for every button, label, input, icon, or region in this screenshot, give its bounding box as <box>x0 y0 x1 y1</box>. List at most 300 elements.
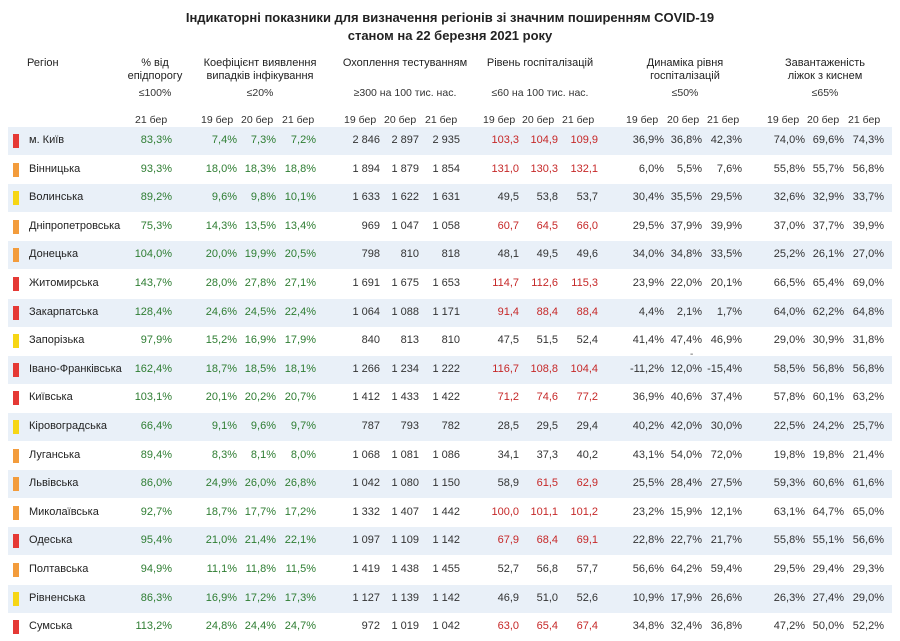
coef-cell: 20,1% <box>205 391 237 404</box>
header-coef: Коефіцієнт виявлення випадків інфікування <box>203 57 317 82</box>
epid-cell: 89,4% <box>140 448 172 461</box>
tests-cell: 1 080 <box>391 477 419 490</box>
table-row <box>8 270 892 298</box>
coef-cell: 16,9% <box>205 591 237 604</box>
tests-cell: 1 139 <box>391 591 419 604</box>
beds-cell: 27,0% <box>852 248 884 261</box>
coef-cell: 8,3% <box>211 448 237 461</box>
tests-cell: 2 846 <box>352 134 380 146</box>
tests-cell: 1 142 <box>432 591 460 604</box>
coef-cell: 7,3% <box>250 134 276 146</box>
tests-cell: 1 222 <box>432 362 460 375</box>
coef-cell: 24,4% <box>244 620 276 633</box>
region-name: Вінницька <box>29 162 81 175</box>
region-name: Київська <box>29 391 73 404</box>
coef-cell: 18,3% <box>244 162 276 175</box>
table-row <box>8 327 892 355</box>
coef-cell: 17,9% <box>284 334 316 347</box>
level-marker <box>13 534 19 548</box>
header-region: Регіон <box>27 57 59 69</box>
region-name: Кіровоградська <box>29 420 107 432</box>
hosp-cell: 51,5 <box>536 334 558 347</box>
hosp-cell: 108,8 <box>530 362 558 375</box>
dyn-cell: 1,7% <box>716 305 742 318</box>
coef-cell: 20,5% <box>284 248 316 261</box>
date-tests-20: 20 бер <box>384 114 417 126</box>
hosp-cell: 130,3 <box>530 162 558 175</box>
dyn-cell: 72,0% <box>710 448 742 461</box>
beds-cell: 27,4% <box>812 591 844 604</box>
dyn-cell: 22,8% <box>632 534 664 547</box>
coef-cell: 21,0% <box>205 534 237 547</box>
level-marker <box>13 277 19 291</box>
hosp-cell: 29,4 <box>576 420 598 432</box>
coef-cell: 8,0% <box>290 448 316 461</box>
coef-cell: 17,2% <box>284 505 316 518</box>
dyn-cell: 47,4% <box>670 334 702 347</box>
coef-cell: 27,1% <box>284 277 316 289</box>
coef-cell: 20,0% <box>205 248 237 261</box>
table-row <box>8 470 892 498</box>
dyn-cell: 36,8% <box>670 134 702 146</box>
date-dyn-19: 19 бер <box>626 114 659 126</box>
tests-cell: 1 127 <box>352 591 380 604</box>
date-hosp-21: 21 бер <box>562 114 595 126</box>
table-row <box>8 356 892 384</box>
table-row <box>8 127 892 155</box>
level-marker <box>13 134 19 148</box>
tests-cell: 1 412 <box>352 391 380 404</box>
coef-cell: 17,7% <box>244 505 276 518</box>
hosp-cell: 29,5 <box>536 420 558 432</box>
beds-cell: 55,7% <box>812 162 844 175</box>
table-row <box>8 613 892 641</box>
tests-cell: 1 042 <box>432 620 460 633</box>
table-row <box>8 527 892 555</box>
tests-cell: 1 442 <box>432 505 460 518</box>
date-epid-21: 21 бер <box>135 114 168 126</box>
hosp-cell: 65,4 <box>536 620 558 633</box>
tests-cell: 1 332 <box>352 505 380 518</box>
beds-cell: 63,1% <box>773 505 805 518</box>
beds-cell: 29,3% <box>852 563 884 575</box>
dyn-cell: 6,0% <box>638 162 664 175</box>
level-marker <box>13 506 19 520</box>
dyn-cell: 29,5% <box>632 219 664 232</box>
coef-cell: 18,0% <box>205 162 237 175</box>
epid-cell: 113,2% <box>135 620 172 633</box>
coef-cell: 9,6% <box>211 191 237 204</box>
hosp-cell: 63,0 <box>497 620 519 633</box>
coef-cell: 9,1% <box>211 420 237 432</box>
tests-cell: 1 266 <box>352 362 380 375</box>
epid-cell: 143,7% <box>134 277 172 289</box>
dyn-cell: 34,8% <box>632 620 664 633</box>
coef-cell: 18,7% <box>205 362 237 375</box>
coef-cell: 24,5% <box>244 305 276 318</box>
tests-cell: 798 <box>361 248 380 261</box>
hosp-cell: 47,5 <box>497 334 519 347</box>
date-tests-19: 19 бер <box>344 114 377 126</box>
dyn-cell: 30,0% <box>710 420 742 432</box>
tests-cell: 1 675 <box>391 277 419 289</box>
dyn-cell: 17,9% <box>670 591 702 604</box>
dyn-cell: 27,5% <box>710 477 742 490</box>
date-dyn-20: 20 бер <box>667 114 700 126</box>
tests-cell: 1 894 <box>352 162 380 175</box>
date-dyn-21: 21 бер <box>707 114 740 126</box>
epid-cell: 93,3% <box>140 162 172 175</box>
header-beds-threshold: ≤65% <box>811 87 839 99</box>
region-name: Миколаївська <box>29 505 99 518</box>
hosp-cell: 132,1 <box>570 162 598 175</box>
level-marker <box>13 363 19 377</box>
tests-cell: 1 047 <box>391 219 419 232</box>
hosp-cell: 101,2 <box>570 505 598 518</box>
coef-cell: 18,7% <box>205 505 237 518</box>
beds-cell: 56,8% <box>852 362 884 375</box>
table-row <box>8 213 892 241</box>
coef-cell: 15,2% <box>205 334 237 347</box>
tests-cell: 1 086 <box>432 448 460 461</box>
hosp-cell: 114,7 <box>492 277 519 289</box>
tests-cell: 1 042 <box>352 477 380 490</box>
coef-cell: 24,6% <box>205 305 237 318</box>
beds-cell: 59,3% <box>773 477 805 490</box>
beds-cell: 33,7% <box>852 191 884 204</box>
hosp-cell: 100,0 <box>491 505 519 518</box>
coef-cell: 11,5% <box>285 563 316 575</box>
coef-cell: 18,8% <box>284 162 316 175</box>
beds-cell: 24,2% <box>812 420 844 432</box>
header-epid-threshold: ≤100% <box>138 87 172 99</box>
epid-cell: 86,3% <box>140 591 172 604</box>
beds-cell: 26,1% <box>812 248 844 261</box>
dyn-cell: 37,9% <box>670 219 702 232</box>
tests-cell: 1 854 <box>432 162 460 175</box>
coef-cell: 17,2% <box>244 591 276 604</box>
tests-cell: 1 622 <box>391 191 419 204</box>
hosp-cell: 51,0 <box>536 591 558 604</box>
epid-cell: 92,7% <box>140 505 172 518</box>
tests-cell: 1 455 <box>432 563 460 575</box>
region-name: м. Київ <box>29 134 65 146</box>
coef-cell: 26,8% <box>284 477 316 490</box>
dyn-cell: 59,4% <box>710 563 742 575</box>
beds-cell: 29,5% <box>773 563 805 575</box>
coef-cell: 10,1% <box>284 191 316 204</box>
date-tests-21: 21 бер <box>425 114 458 126</box>
dyn-cell: 12,1% <box>710 505 742 518</box>
table-row <box>8 556 892 584</box>
table-row <box>8 499 892 527</box>
hosp-cell: 68,4 <box>536 534 558 547</box>
dyn-cell: 40,6% <box>670 391 702 404</box>
beds-cell: 65,0% <box>852 505 884 518</box>
hosp-cell: 64,5 <box>536 219 558 232</box>
table-row <box>8 384 892 412</box>
hosp-cell: 57,7 <box>576 563 598 575</box>
coef-cell: 19,9% <box>244 248 276 261</box>
header-hosp-threshold: ≤60 на 100 тис. нас. <box>491 87 589 99</box>
dyn-cell: -11,2% <box>629 362 664 375</box>
dyn-cell: 2,1% <box>676 305 702 318</box>
hosp-cell: 66,0 <box>576 219 598 232</box>
beds-cell: 26,3% <box>773 591 805 604</box>
beds-cell: 56,8% <box>812 362 844 375</box>
hosp-cell: 74,6 <box>536 391 558 404</box>
dyn-cell: 23,2% <box>632 505 664 518</box>
epid-cell: 128,4% <box>134 305 172 318</box>
tests-cell: 1 081 <box>391 448 419 461</box>
coef-cell: 20,2% <box>244 391 276 404</box>
dyn-cell: 29,5% <box>710 191 742 204</box>
coef-cell: 22,1% <box>284 534 316 547</box>
coef-cell: 7,4% <box>211 134 237 146</box>
hosp-cell: 40,2 <box>576 448 598 461</box>
table-row <box>8 442 892 470</box>
coef-cell: 9,7% <box>290 420 316 432</box>
dyn-cell: 56,6% <box>632 563 664 575</box>
dyn-cell: 39,9% <box>710 219 742 232</box>
coef-cell: 21,4% <box>244 534 276 547</box>
hosp-cell: 77,2 <box>576 391 598 404</box>
date-beds-21: 21 бер <box>848 114 881 126</box>
date-coef-21: 21 бер <box>282 114 315 126</box>
tests-cell: 787 <box>361 420 380 432</box>
beds-cell: 29,4% <box>812 563 844 575</box>
dyn-cell: 36,9% <box>632 391 664 404</box>
hosp-cell: 112,6 <box>531 277 558 289</box>
tests-cell: 810 <box>441 334 460 347</box>
hosp-cell: 71,2 <box>497 391 519 404</box>
beds-cell: 56,6% <box>852 534 884 547</box>
hosp-cell: 34,1 <box>497 448 519 461</box>
epid-cell: 86,0% <box>140 477 172 490</box>
epid-cell: 104,0% <box>134 248 172 261</box>
epid-cell: 66,4% <box>140 420 172 432</box>
level-marker <box>13 163 19 177</box>
dyn-cell: 22,7% <box>670 534 702 547</box>
coef-cell: 24,8% <box>205 620 237 633</box>
region-name: Донецька <box>29 248 79 261</box>
hosp-cell: 109,9 <box>570 134 598 146</box>
dyn-cell: -15,4% <box>707 362 742 375</box>
hosp-cell: 88,4 <box>536 305 558 318</box>
tests-cell: 972 <box>361 620 380 633</box>
dyn-cell: 64,2% <box>670 563 702 575</box>
level-marker <box>13 220 19 234</box>
hosp-cell: 88,4 <box>576 305 598 318</box>
hosp-cell: 116,7 <box>492 362 519 375</box>
coef-cell: 13,5% <box>244 219 276 232</box>
tests-cell: 1 097 <box>352 534 380 547</box>
coef-cell: 24,7% <box>284 620 316 633</box>
header-dyn: Динаміка рівня госпіталізацій <box>646 57 724 82</box>
level-marker <box>13 248 19 262</box>
region-name: Дніпропетровська <box>29 219 121 232</box>
region-name: Івано-Франківська <box>29 362 122 375</box>
level-marker <box>13 592 19 606</box>
dyn-cell: 41,4% <box>632 334 664 347</box>
beds-cell: 69,0% <box>852 277 884 289</box>
coef-cell: 18,5% <box>244 362 276 375</box>
region-name: Одеська <box>29 534 73 547</box>
coef-cell: 17,3% <box>284 591 316 604</box>
table-row <box>8 413 892 441</box>
beds-cell: 62,2% <box>812 305 844 318</box>
tests-cell: 1 150 <box>432 477 460 490</box>
region-name: Житомирська <box>29 277 99 289</box>
dyn-cell: 10,9% <box>632 591 664 604</box>
hosp-cell: 131,0 <box>491 162 519 175</box>
beds-cell: 25,2% <box>773 248 805 261</box>
tests-cell: 1 109 <box>391 534 419 547</box>
epid-cell: 95,4% <box>140 534 172 547</box>
tests-cell: 2 935 <box>432 134 460 146</box>
tests-cell: 1 019 <box>391 620 419 633</box>
tests-cell: 1 422 <box>432 391 460 404</box>
hosp-cell: 103,3 <box>491 134 519 146</box>
level-marker <box>13 563 19 577</box>
dyn-cell: 20,1% <box>710 277 742 289</box>
dyn-cell: 33,5% <box>710 248 742 261</box>
date-coef-20: 20 бер <box>241 114 274 126</box>
tests-cell: 1 879 <box>391 162 419 175</box>
hosp-cell: 115,3 <box>571 277 598 289</box>
coef-cell: 24,9% <box>205 477 237 490</box>
dyn-cell: 4,4% <box>638 305 664 318</box>
tests-cell: 782 <box>441 420 460 432</box>
beds-cell: 39,9% <box>852 219 884 232</box>
header-coef-threshold: ≤20% <box>246 87 274 99</box>
date-hosp-20: 20 бер <box>522 114 555 126</box>
beds-cell: 32,9% <box>812 191 844 204</box>
level-marker <box>13 620 19 634</box>
hosp-cell: 56,8 <box>536 563 558 575</box>
level-marker <box>13 306 19 320</box>
beds-cell: 30,9% <box>812 334 844 347</box>
tests-cell: 813 <box>400 334 419 347</box>
beds-cell: 66,5% <box>773 277 805 289</box>
tests-cell: 1 691 <box>352 277 380 289</box>
tests-cell: 1 088 <box>391 305 419 318</box>
region-name: Львівська <box>29 477 79 490</box>
beds-cell: 55,8% <box>773 534 805 547</box>
epid-cell: 97,9% <box>140 334 172 347</box>
coef-cell: 9,6% <box>250 420 276 432</box>
beds-cell: 56,8% <box>852 162 884 175</box>
hosp-cell: 101,1 <box>530 505 558 518</box>
beds-cell: 64,8% <box>852 305 884 318</box>
hosp-cell: 49,5 <box>497 191 519 204</box>
coef-cell: 11,8% <box>245 563 276 575</box>
epid-cell: 75,3% <box>140 219 172 232</box>
table-row <box>8 156 892 184</box>
table-row <box>8 241 892 269</box>
beds-cell: 65,4% <box>812 277 844 289</box>
tests-cell: 1 068 <box>352 448 380 461</box>
coef-cell: 14,3% <box>205 219 237 232</box>
header-beds: Завантаженість ліжок з киснем <box>785 57 865 82</box>
beds-cell: 57,8% <box>773 391 805 404</box>
beds-cell: 64,0% <box>773 305 805 318</box>
coef-cell: 18,1% <box>284 362 316 375</box>
hosp-cell: 67,9 <box>497 534 519 547</box>
hosp-cell: 91,4 <box>497 305 519 318</box>
level-marker <box>13 420 19 434</box>
beds-cell: 58,5% <box>773 362 805 375</box>
beds-cell: 19,8% <box>773 448 805 461</box>
beds-cell: 74,3% <box>852 134 884 146</box>
beds-cell: 63,2% <box>852 391 884 404</box>
dyn-cell: 34,0% <box>632 248 664 261</box>
dyn-cell: 23,9% <box>632 277 664 289</box>
tests-cell: 840 <box>361 334 380 347</box>
epid-cell: 162,4% <box>134 362 172 375</box>
header-dyn-threshold: ≤50% <box>671 87 699 99</box>
dyn-cell: 35,5% <box>670 191 702 204</box>
tests-cell: 1 058 <box>432 219 460 232</box>
beds-cell: 69,6% <box>812 134 844 146</box>
dyn-cell: 30,4% <box>632 191 664 204</box>
hosp-cell: 67,4 <box>576 620 598 633</box>
tests-cell: 1 142 <box>432 534 460 547</box>
dyn-cell: 32,4% <box>670 620 702 633</box>
dyn-cell: 26,6% <box>710 591 742 604</box>
coef-cell: 11,1% <box>206 563 237 575</box>
level-marker <box>13 334 19 348</box>
dyn-cell: 7,6% <box>716 162 742 175</box>
beds-cell: 60,1% <box>812 391 844 404</box>
beds-cell: 50,0% <box>812 620 844 633</box>
beds-cell: 52,2% <box>852 620 884 633</box>
dyn-cell: 42,3% <box>710 134 742 146</box>
date-beds-19: 19 бер <box>767 114 800 126</box>
coef-cell: 9,8% <box>250 191 276 204</box>
hosp-cell: 53,7 <box>576 191 598 204</box>
hosp-cell: 28,5 <box>497 420 519 432</box>
table-row <box>8 299 892 327</box>
tests-cell: 1 407 <box>391 505 419 518</box>
dyn-cell: 5,5% <box>676 162 702 175</box>
coef-cell: 28,0% <box>205 277 237 289</box>
hosp-cell: 58,9 <box>497 477 519 490</box>
beds-cell: 29,0% <box>852 591 884 604</box>
tests-cell: 2 897 <box>391 134 419 146</box>
beds-cell: 29,0% <box>773 334 805 347</box>
beds-cell: 55,8% <box>773 162 805 175</box>
hosp-cell: 52,4 <box>576 334 598 347</box>
level-marker <box>13 391 19 405</box>
epid-cell: 89,2% <box>140 191 172 204</box>
hosp-cell: 104,9 <box>530 134 558 146</box>
hosp-cell: 104,4 <box>570 362 598 375</box>
tests-cell: 1 633 <box>352 191 380 204</box>
table-row <box>8 585 892 613</box>
epid-cell: 94,9% <box>140 563 172 575</box>
beds-cell: 37,7% <box>812 219 844 232</box>
tests-cell: 1 171 <box>432 305 460 318</box>
dyn-cell: 34,8% <box>670 248 702 261</box>
beds-cell: 47,2% <box>773 620 805 633</box>
hosp-cell: 46,9 <box>497 591 519 604</box>
beds-cell: 21,4% <box>852 448 884 461</box>
page-title-line2: станом на 22 березня 2021 року <box>347 28 553 43</box>
dyn-cell: 15,9% <box>670 505 702 518</box>
coef-cell: 7,2% <box>290 134 316 146</box>
hosp-cell: 52,6 <box>576 591 598 604</box>
